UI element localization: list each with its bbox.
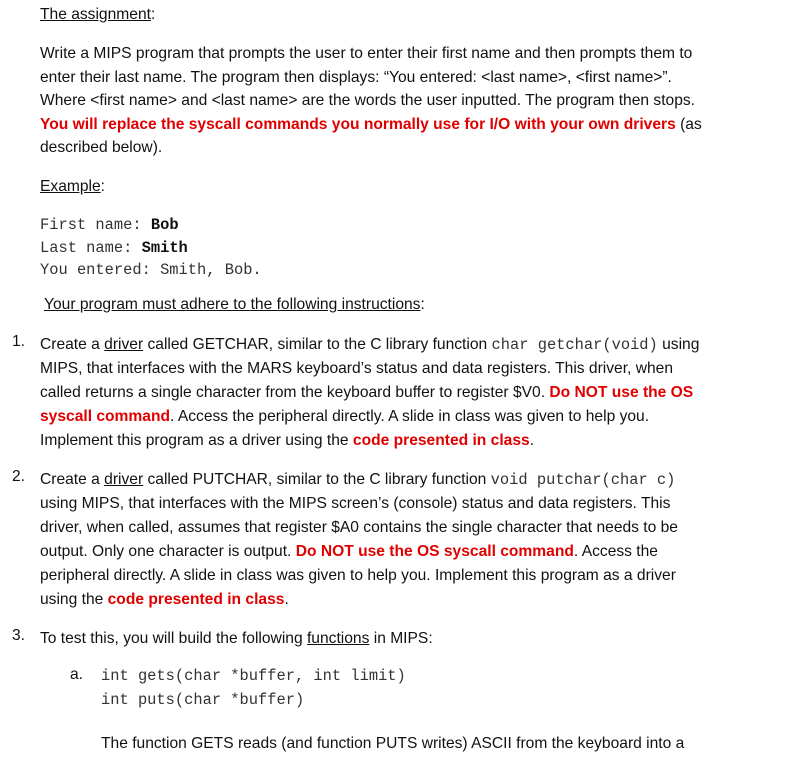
intro-line-3: Where <first name> and <last name> are the words the user inputted. The program then stops. [40, 92, 696, 109]
gets-description-line: The function GETS reads (and function PUTS writes) ASCII from the keyboard into a [101, 735, 685, 752]
item-1-getchar-signature: char getchar(void) [491, 336, 658, 354]
heading-colon: : [150, 6, 156, 23]
item-1-line-4 [40, 405, 699, 429]
item-2-number: 2. [12, 468, 26, 485]
item-1-text-c: using [657, 336, 700, 353]
example-first-name-value: Bob [150, 216, 179, 234]
sub-item-letter: a. [70, 666, 84, 683]
item-2-text-b: called PUTCHAR, similar to the C library function [143, 471, 491, 488]
item-1-text-e: . Access the peripheral directly. A slide in class was given to help you. [170, 408, 650, 425]
gets-signature: int gets(char *buffer, int limit) [101, 667, 406, 685]
intro-paragraph [40, 42, 768, 160]
item-1-line-3 [40, 381, 699, 405]
intro-line-4-rest: (as [675, 115, 702, 133]
item-2-text-c: output. Only one character is output. [40, 543, 296, 560]
example-row-1 [40, 214, 262, 237]
intro-line-1: Write a MIPS program that prompts the user to enter their first name and then prompts them to [40, 45, 693, 62]
item-2-text-d: . Access the [573, 543, 658, 560]
example-row-2 [40, 237, 262, 260]
item-3-text-a: To test this, you will build the following [40, 630, 307, 647]
puts-signature: int puts(char *buffer) [101, 691, 305, 709]
item-3-functions-term: functions [306, 630, 370, 647]
intro-line-4 [40, 113, 768, 137]
intro-line-5: described below). [40, 139, 163, 156]
item-2-driver-term: driver [104, 471, 144, 488]
assignment-heading-text: The assignment [40, 6, 151, 23]
item-2-warning: Do NOT use the OS syscall command [295, 543, 574, 560]
item-2 [40, 468, 678, 612]
instructions-heading-text: Your program must adhere to the following instructions [44, 296, 421, 313]
item-1-warning-b: syscall command [40, 408, 171, 425]
item-3-number: 3. [12, 627, 26, 644]
example-colon: : [100, 178, 106, 195]
intro-line-2: enter their last name. The program then displays: “You entered: <last name>, <first name>”. [40, 68, 672, 86]
item-1-text-g: . [529, 432, 535, 449]
item-2-line-5: peripheral directly. A slide in class was given to help you. Implement this program as a driver [40, 567, 676, 584]
example-first-name-prompt: First name: [40, 216, 151, 234]
item-2-text-e: using the [40, 591, 108, 608]
item-1 [40, 333, 699, 453]
item-1-text-f: Implement this program as a driver using the [40, 432, 353, 449]
item-1-driver-term: driver [104, 336, 144, 353]
example-block [40, 214, 262, 282]
item-1-text-d: called returns a single character from the keyboard buffer to register $V0. [40, 384, 550, 401]
assignment-heading [40, 6, 155, 24]
item-2-text-a: Create a [40, 471, 105, 488]
item-3-text-b: in MIPS: [369, 630, 433, 647]
instructions-colon: : [420, 296, 425, 313]
item-3-line-1 [40, 627, 433, 651]
example-heading-text: Example [40, 178, 101, 195]
instructions-heading [44, 296, 425, 314]
item-2-putchar-signature: void putchar(char c) [490, 471, 676, 489]
example-heading [40, 178, 105, 196]
item-1-line-1 [40, 333, 699, 357]
item-2-text-f: . [284, 591, 289, 608]
item-2-line-3: driver, when called, assumes that register $A0 contains the single character that needs to be [40, 519, 678, 536]
intro-drivers-emphasis: You will replace the syscall commands you normally use for I/O with your own drivers [40, 115, 676, 133]
item-2-line-4 [40, 540, 678, 564]
item-2-line-1 [40, 468, 678, 492]
item-2-line-6 [40, 588, 678, 612]
example-row-3: You entered: Smith, Bob. [40, 261, 262, 279]
item-2-code-emphasis: code presented in class [107, 591, 285, 608]
item-1-line-5 [40, 429, 699, 453]
item-1-number: 1. [12, 333, 26, 350]
item-1-warning-a: Do NOT use the OS [549, 384, 694, 401]
item-1-text-b: called GETCHAR, similar to the C library function [143, 336, 492, 353]
item-3 [40, 627, 433, 651]
item-1-line-2: MIPS, that interfaces with the MARS keyboard’s status and data registers. This driver, when [40, 360, 674, 377]
example-last-name-prompt: Last name: [40, 238, 142, 257]
item-1-text-a: Create a [40, 336, 105, 353]
sub-item-code [101, 664, 406, 712]
item-2-line-2: using MIPS, that interfaces with the MIPS screen’s (console) status and data registers. This [40, 495, 671, 512]
example-last-name-value: Smith [141, 238, 188, 257]
item-1-code-emphasis: code presented in class [352, 432, 530, 449]
